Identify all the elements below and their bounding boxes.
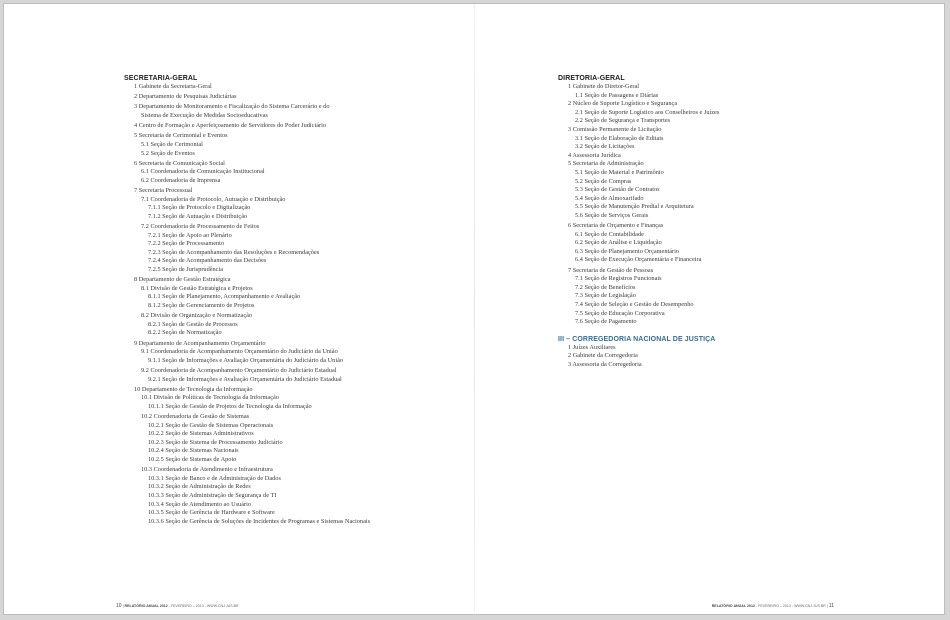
footer-right: RELATÓRIO ANUAL 2012 - FEVEREIRO – 2013 - WWW.CNJ.JUS.BR | 11 — [711, 603, 834, 609]
list-item: 7 Secretaria de Gestão de Pessoas — [568, 266, 654, 274]
list-item: 7.1.1 Seção de Protocolo e Digitalização — [148, 204, 251, 212]
list-item: 10 Departamento de Tecnologia da Informação — [134, 385, 253, 393]
list-item: 8.1.2 Seção de Gerenciamento de Projetos — [148, 302, 255, 309]
section-heading-diretoria-geral: DIRETORIA-GERAL — [558, 75, 625, 82]
list-item: 5.2 Seção de Compras — [575, 177, 632, 185]
list-item: 10.3.4 Seção de Atendimento ao Usuário — [148, 500, 252, 508]
list-item: 7.2.1 Seção de Apoio ao Plenário — [148, 231, 232, 239]
list-item: 3 Assessoria da Corregedoria — [568, 361, 642, 368]
list-item: 1 Gabinete da Secretaria-Geral — [134, 83, 212, 90]
footer-report-details-right: - FEVEREIRO – 2013 - WWW.CNJ.JUS.BR — [754, 604, 826, 608]
list-item: 7 Secretaria Processual — [134, 187, 193, 195]
list-item: 8.1.1 Seção de Planejamento, Acompanhamento e Avaliação — [148, 293, 301, 301]
list-item: 6.3 Seção de Planejamento Orçamentário — [575, 247, 680, 255]
list-item: 10.2.2 Seção de Sistemas Administrativos — [148, 430, 254, 438]
list-item: 1 Juízes Auxiliares — [568, 343, 616, 351]
list-item: 7.1.2 Seção de Autuação e Distribuição — [148, 212, 248, 220]
list-item: 9.2.1 Seção de Informações e Avaliação Orçamentária do Judiciário Estadual — [148, 375, 342, 383]
list-item: 5.1 Seção de Material e Patrimônio — [575, 168, 664, 176]
list-item: 7.1 Seção de Registros Funcionais — [575, 275, 662, 283]
list-item: 7.2 Seção de Benefícios — [575, 283, 636, 291]
list-item: 7.4 Seção de Seleção e Gestão de Desempenho — [575, 301, 694, 309]
section-heading-secretaria-geral: SECRETARIA-GERAL — [124, 75, 198, 82]
list-item: 2 Gabinete da Corregedoria — [568, 352, 638, 360]
list-item: 3 Comissão Permanente de Licitação — [568, 125, 662, 133]
list-item: 3.2 Seção de Licitações — [575, 143, 635, 151]
list-item: 4 Centro de Formação e Aperfeiçoamento de Servidores do Poder Judiciário — [134, 122, 326, 130]
report-spread — [3, 3, 945, 615]
list-item: 8.1 Divisão de Gestão Estratégica e Projetos — [141, 284, 253, 292]
right-org-list — [558, 83, 918, 327]
list-item: 10.3.1 Seção de Banco e de Administração de Dados — [148, 474, 281, 482]
list-item: 2.1 Seção de Suporte Logístico aos Conselheiros e Juízes — [575, 108, 720, 116]
list-item: 6.1 Seção de Contabilidade — [575, 230, 644, 238]
list-item: 9 Departamento de Acompanhamento Orçamentário — [134, 339, 266, 347]
list-item: 6.2 Coordenadoria de Imprensa — [141, 176, 221, 184]
list-item: 9.1 Coordenadoria de Acompanhamento Orçamentário do Judiciário da União — [141, 348, 338, 356]
list-item: 5.4 Seção de Almoxarifado — [575, 194, 644, 202]
list-item: 10.1.1 Seção de Gestão de Projetos de Tecnologia da Informação — [148, 402, 312, 410]
section-heading-corregedoria: III – CORREGEDORIA NACIONAL DE JUSTIÇA — [558, 335, 716, 343]
list-item: 10.2 Coordenadoria de Gestão de Sistemas — [141, 413, 250, 421]
list-item: 10.2.4 Seção de Sistemas Nacionais — [148, 447, 239, 455]
list-item: 5.2 Seção de Eventos — [141, 149, 195, 157]
list-item: 9.2 Coordenadoria de Acompanhamento Orçamentário do Judiciário Estadual — [141, 366, 337, 374]
list-item: 9.1.1 Seção de Informações e Avaliação Orçamentária do Judiciário da União — [148, 356, 344, 364]
list-item: 10.2.1 Seção de Gestão de Sistemas Operacionais — [148, 421, 274, 429]
left-page-content — [124, 74, 464, 526]
list-item: 5 Secretaria de Administração — [568, 160, 644, 168]
list-item: 10.3 Coordenadoria de Atendimento e Infraestrutura — [141, 466, 273, 474]
list-item: 10.3.2 Seção de Administração de Redes — [148, 483, 251, 491]
list-item: 7.2 Coordenadoria de Processamento de Feitos — [141, 223, 260, 231]
list-item: 10.3.6 Seção de Gerência de Soluções de Incidentes de Programas e Sistemas Nacionais — [148, 517, 371, 525]
list-item: 3 Departamento de Monitoramento e Fiscalização do Sistema Carcerário e do — [134, 103, 330, 111]
left-org-list — [124, 83, 464, 526]
list-item: 6.4 Seção de Execução Orçamentária e Financeira — [575, 256, 702, 264]
footer-left: 10 | RELATÓRIO ANUAL 2012 - FEVEREIRO – 2013 - WWW.CNJ.JUS.BR — [116, 603, 239, 609]
list-item: 1.1 Seção de Passagens e Diárias — [575, 91, 659, 99]
list-item: 6.2 Seção de Análise e Liquidação — [575, 239, 662, 247]
list-item: 6.1 Coordenadoria de Comunicação Institucional — [141, 168, 265, 176]
list-item: 5.6 Seção de Serviços Gerais — [575, 211, 649, 219]
list-item: 8.2.1 Seção de Gestão de Processos — [148, 320, 238, 328]
list-item: 2.2 Seção de Segurança e Transportes — [575, 117, 671, 125]
list-item: 6 Secretaria de Comunicação Social — [134, 159, 225, 167]
page-gutter — [474, 4, 475, 614]
footer-report-title-left: RELATÓRIO ANUAL 2012 — [124, 604, 168, 608]
list-item: 2 Departamento de Pesquisas Judiciárias — [134, 93, 237, 101]
list-item: 7.2.2 Seção de Processamento — [148, 240, 225, 248]
list-item: Sistema de Execução de Medidas Socioeducativas — [141, 111, 268, 119]
list-item: 10.3.3 Seção de Administração de Segurança de TI — [148, 492, 277, 500]
list-item: 2 Núcleo de Suporte Logístico e Segurança — [568, 100, 678, 108]
list-item: 5.1 Seção de Cerimonial — [141, 140, 203, 148]
right-page-content — [558, 74, 918, 370]
list-item: 1 Gabinete do Diretor-Geral — [568, 83, 640, 90]
list-item: 5.3 Seção de Gestão de Contratos — [575, 186, 660, 194]
list-item: 5.5 Seção de Manutenção Predial e Arquitetura — [575, 203, 694, 211]
list-item: 6 Secretaria de Orçamento e Finanças — [568, 222, 664, 230]
list-item: 7.6 Seção de Pagamento — [575, 318, 637, 326]
list-item: 8.2 Divisão de Organização e Normatização — [141, 312, 253, 320]
list-item: 8 Departamento de Gestão Estratégica — [134, 276, 231, 284]
list-item: 10.1 Divisão de Políticas de Tecnologia da Informação — [141, 394, 279, 402]
list-item: 7.5 Seção de Educação Corporativa — [575, 309, 665, 317]
footer-report-title-right: RELATÓRIO ANUAL 2012 — [711, 604, 755, 608]
corregedoria-org-list — [558, 344, 918, 370]
list-item: 8.2.2 Seção de Normatização — [148, 329, 222, 337]
list-item: 7.2.5 Seção de Jurisprudência — [148, 266, 224, 274]
page-number-left: 10 — [116, 603, 122, 609]
list-item: 10.2.5 Seção de Sistemas de Apoio — [148, 456, 237, 464]
list-item: 10.2.3 Seção de Sistema de Processamento Judiciário — [148, 438, 283, 446]
list-item: 3.1 Seção de Elaboração de Editais — [575, 134, 664, 142]
page-number-right: 11 — [828, 603, 834, 609]
list-item: 7.3 Seção de Legislação — [575, 292, 636, 300]
list-item: 7.2.3 Seção de Acompanhamento das Resoluções e Recomendações — [148, 248, 320, 256]
footer-report-details-left: - FEVEREIRO – 2013 - WWW.CNJ.JUS.BR — [167, 604, 239, 608]
list-item: 4 Assessoria Jurídica — [568, 151, 621, 159]
list-item: 7.1 Coordenadoria de Protocolo, Autuação e Distribuição — [141, 195, 286, 203]
list-item: 5 Secretaria de Cerimonial e Eventos — [134, 132, 228, 140]
list-item: 7.2.4 Seção de Acompanhamento das Decisões — [148, 257, 267, 265]
list-item: 10.3.5 Seção de Gerência de Hardware e Software — [148, 509, 275, 517]
